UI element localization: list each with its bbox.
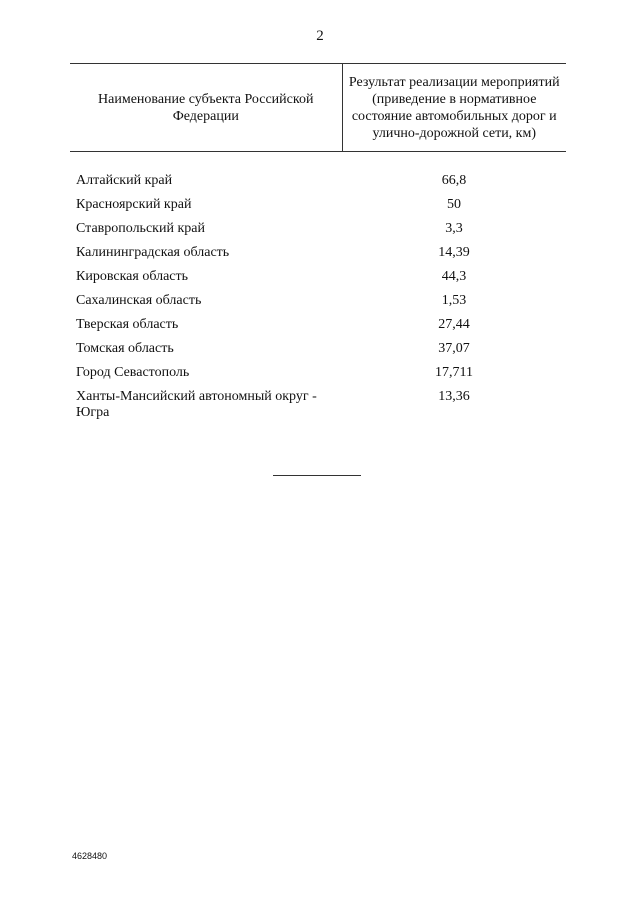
results-table-container [70,63,566,425]
region-value: 66,8 [441,173,467,188]
region-name: Алтайский край [76,173,173,188]
page-number: 2 [316,28,324,44]
table-spacer-row [70,152,566,170]
end-of-document-divider [273,475,361,476]
table-spacer-cell [70,152,566,170]
table-row [70,385,566,425]
region-value: 17,711 [435,365,473,380]
table-row [70,361,566,385]
region-name: Красноярский край [76,197,192,212]
table-row [70,193,566,217]
table-header [70,64,566,152]
region-value: 13,36 [438,389,470,404]
table-row [70,289,566,313]
table-row [70,217,566,241]
table-row [70,337,566,361]
region-value: 27,44 [438,317,470,332]
region-name: Тверская область [76,317,179,332]
table-body [70,152,566,426]
region-name: Ханты-Мансийский автономный округ - Югра [76,389,317,420]
region-value: 3,3 [445,221,463,236]
region-name: Сахалинская область [76,293,202,308]
results-table [70,63,566,425]
region-name: Томская область [76,341,174,356]
table-header-row [70,64,566,152]
table-row [70,241,566,265]
region-value: 44,3 [441,269,467,284]
table-row [70,265,566,289]
region-value: 50 [447,197,461,212]
table-row [70,313,566,337]
header-subject-name: Наименование субъекта Российской Федерации [70,64,342,152]
region-value: 37,07 [438,341,470,356]
region-name: Калининградская область [76,245,230,260]
region-value: 14,39 [438,245,470,260]
region-name: Город Севастополь [76,365,190,380]
header-result: Результат реализации мероприятий (приведение в нормативное состояние автомобильных дорог и улично-дорожной сети, км) [342,64,566,152]
region-name: Ставропольский край [76,221,205,236]
document-code: 4628480 [72,851,108,861]
region-name: Кировская область [76,269,189,284]
table-row [70,169,566,193]
region-value: 1,53 [441,293,467,308]
